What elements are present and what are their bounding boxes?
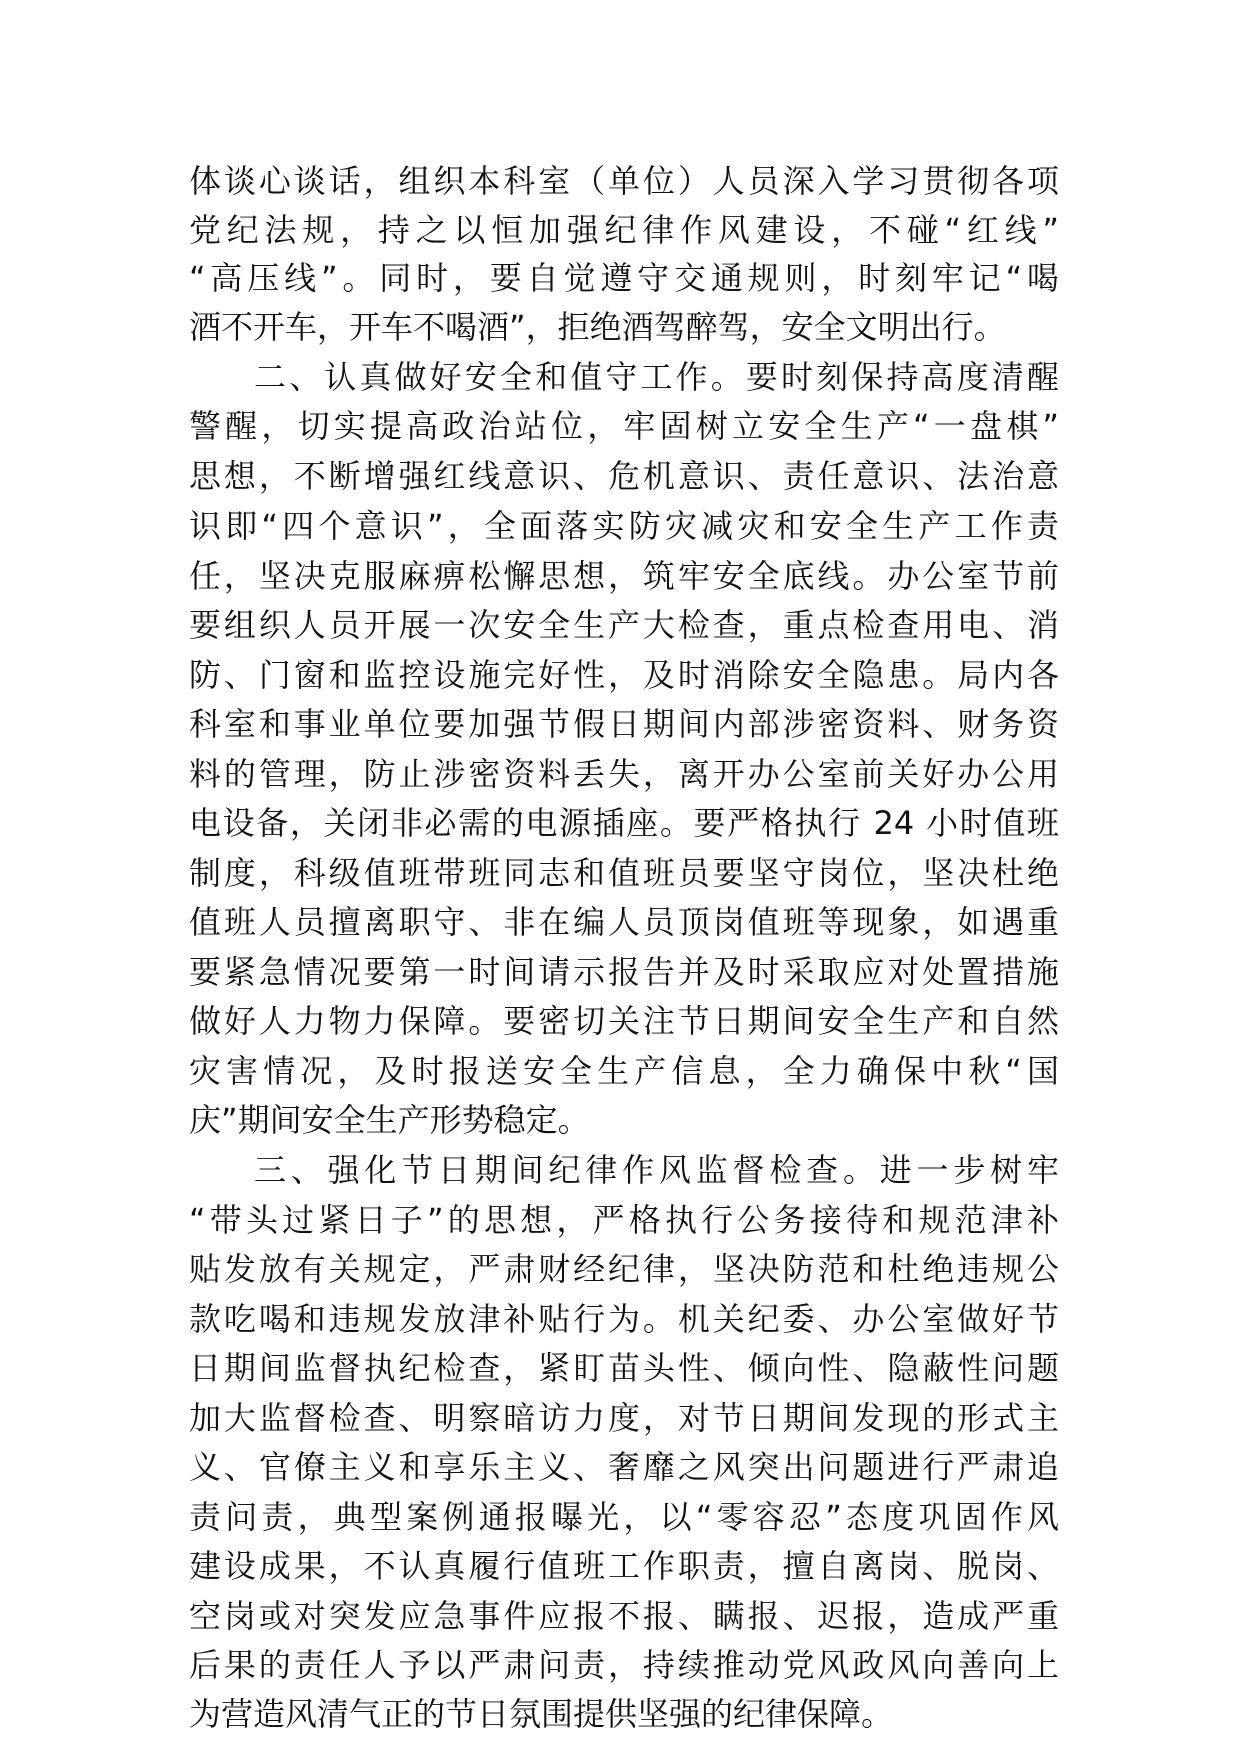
paragraph-line: 后果的责任人予以严肃问责，持续推动党风政风向善向上 [189,1646,1059,1684]
paragraph-line: 加大监督检查、明察暗访力度，对节日期间发现的形式主 [189,1399,1059,1437]
paragraph-line: 识即“四个意识”，全面落实防灾减灾和安全生产工作责 [189,507,1059,545]
paragraph-line: 款吃喝和违规发放津补贴行为。机关纪委、办公室做好节 [189,1300,1059,1338]
paragraph-line: 贴发放有关规定，严肃财经纪律，坚决防范和杜绝违规公 [189,1250,1059,1288]
paragraph-line: 防、门窗和监控设施完好性，及时消除安全隐患。局内各 [189,656,1059,694]
paragraph-line: 任，坚决克服麻痹松懈思想，筑牢安全底线。办公室节前 [189,557,1059,595]
paragraph-line: 建设成果，不认真履行值班工作职责，擅自离岗、脱岗、 [189,1547,1059,1585]
paragraph-line: 为营造风清气正的节日氛围提供坚强的纪律保障。 [189,1695,894,1733]
paragraph-line: 空岗或对突发应急事件应报不报、瞒报、迟报，造成严重 [189,1597,1059,1635]
paragraph-line: 值班人员擅离职守、非在编人员顶岗值班等现象，如遇重 [189,903,1059,941]
paragraph-line: 酒不开车，开车不喝酒”，拒绝酒驾醉驾，安全文明出行。 [189,308,1006,346]
paragraph-line: 要紧急情况要第一时间请示报告并及时采取应对处置措施 [189,953,1059,991]
paragraph-line: 党纪法规，持之以恒加强纪律作风建设，不碰“红线” [189,211,1059,249]
paragraph-line: 责问责，典型案例通报曝光，以“零容忍”态度巩固作风 [189,1498,1059,1536]
section-heading-line: 三、强化节日期间纪律作风监督检查。进一步树牢 [254,1151,1059,1189]
paragraph-line: 做好人力物力保障。要密切关注节日期间安全生产和自然 [189,1002,1059,1040]
paragraph-line: “高压线”。同时，要自觉遵守交通规则，时刻牢记“喝 [189,259,1059,297]
section-heading-line: 二、认真做好安全和值守工作。要时刻保持高度清醒 [254,358,1059,396]
paragraph-line: 义、官僚主义和享乐主义、奢靡之风突出问题进行严肃追 [189,1448,1059,1486]
paragraph-line: 体谈心谈话，组织本科室（单位）人员深入学习贯彻各项 [189,162,1059,200]
paragraph-line: 庆”期间安全生产形势稳定。 [189,1101,590,1139]
paragraph-line: 日期间监督执纪检查，紧盯苗头性、倾向性、隐蔽性问题 [189,1349,1059,1387]
paragraph-line: 思想，不断增强红线意识、危机意识、责任意识、法治意 [189,457,1059,495]
paragraph-line: 科室和事业单位要加强节假日期间内部涉密资料、财务资 [189,705,1059,743]
paragraph-line: 要组织人员开展一次安全生产大检查，重点检查用电、消 [189,606,1059,644]
paragraph-line: 灾害情况，及时报送安全生产信息，全力确保中秋“国 [189,1052,1059,1090]
paragraph-line: “带头过紧日子”的思想，严格执行公务接待和规范津补 [189,1201,1059,1239]
paragraph-line: 制度，科级值班带班同志和值班员要坚守岗位，坚决杜绝 [189,854,1059,892]
paragraph-line: 料的管理，防止涉密资料丢失，离开办公室前关好办公用 [189,755,1059,793]
paragraph-line: 电设备，关闭非必需的电源插座。要严格执行 24 小时值班 [189,804,1059,842]
paragraph-line: 警醒，切实提高政治站位，牢固树立安全生产“一盘棋” [189,407,1059,445]
